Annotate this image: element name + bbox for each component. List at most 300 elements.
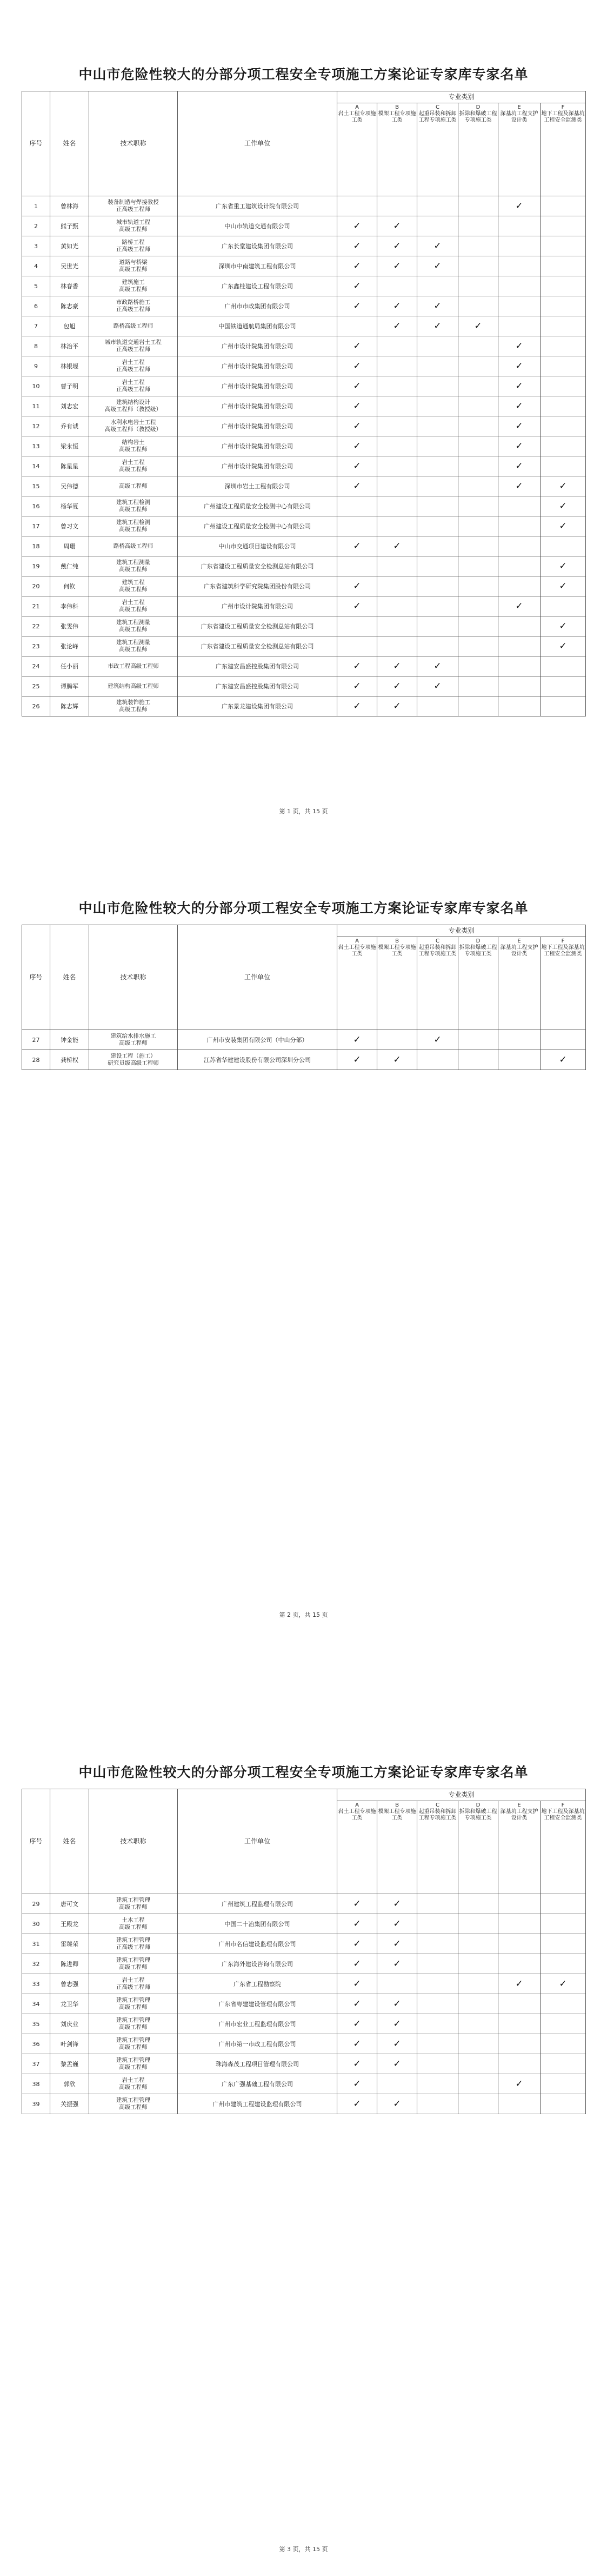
table-row — [22, 1934, 586, 1954]
check-mark-icon: ✓ — [515, 420, 523, 431]
check-mark-icon: ✓ — [353, 2018, 361, 2029]
document-title: 中山市危险性较大的分部分项工程安全专项施工方案论证专家库专家名单 — [78, 900, 529, 916]
category-cell-a — [337, 616, 377, 636]
title-line: 岩土工程 — [122, 2077, 145, 2083]
category-cell-b — [377, 1934, 417, 1954]
table-row — [22, 1974, 586, 1994]
category-cell-e — [498, 236, 541, 256]
category-cell-b — [377, 1974, 417, 1994]
category-header-b — [377, 1801, 417, 1894]
expert-name: 吴伟德 — [50, 476, 89, 496]
org-header: 工作单位 — [178, 91, 337, 196]
row-number: 5 — [22, 276, 50, 296]
header-row — [22, 925, 586, 937]
expert-name: 吴世光 — [50, 256, 89, 276]
work-unit: 广州建设工程质量安全检测中心有限公司 — [178, 516, 337, 536]
title-line: 高级工程师 — [119, 526, 148, 533]
expert-title — [89, 636, 178, 656]
category-cell-e — [498, 536, 541, 556]
category-header-a — [337, 937, 377, 1030]
expert-title — [89, 456, 178, 476]
category-cell-a — [337, 2094, 377, 2114]
document-title: 中山市危险性较大的分部分项工程安全专项施工方案论证专家库专家名单 — [78, 1764, 529, 1780]
work-unit: 广州市设计院集团有限公司 — [178, 456, 337, 476]
category-header-e — [498, 103, 541, 196]
work-unit: 中国二十冶集团有限公司 — [178, 1914, 337, 1934]
work-unit: 广州市名信建设监理有限公司 — [178, 1934, 337, 1954]
category-header-c — [417, 103, 458, 196]
table-row — [22, 2094, 586, 2114]
title-header: 技术职称 — [89, 91, 178, 196]
title-line: 高级工程师 — [119, 482, 148, 489]
category-cell-b — [377, 276, 417, 296]
expert-title — [89, 516, 178, 536]
page-footer: 第 2 页，共 15 页 — [279, 1611, 328, 1618]
category-cell-e — [498, 1914, 541, 1934]
category-cell-a — [337, 2034, 377, 2054]
category-header-d — [458, 1801, 498, 1894]
category-cell-a — [337, 216, 377, 236]
category-letter: C — [436, 938, 439, 944]
category-cell-f — [541, 656, 586, 676]
category-cell-b — [377, 316, 417, 336]
title-line: 建筑工程测量 — [116, 639, 150, 646]
expert-title — [89, 536, 178, 556]
check-mark-icon: ✓ — [353, 260, 361, 271]
expert-name: 黎孟巍 — [50, 2054, 89, 2074]
category-cell-b — [377, 576, 417, 596]
check-mark-icon: ✓ — [393, 1938, 401, 1949]
category-letter: F — [561, 938, 565, 944]
document-title: 中山市危险性较大的分部分项工程安全专项施工方案论证专家库专家名单 — [78, 67, 529, 82]
category-cell-d — [458, 456, 498, 476]
category-header-b — [377, 103, 417, 196]
row-number: 38 — [22, 2074, 50, 2094]
category-cell-a — [337, 1974, 377, 1994]
category-cell-b — [377, 496, 417, 516]
category-header-b — [377, 937, 417, 1030]
category-cell-c — [417, 456, 458, 476]
category-cell-c — [417, 2014, 458, 2034]
category-cell-e — [498, 1994, 541, 2014]
table-row — [22, 596, 586, 616]
category-cell-f — [541, 516, 586, 536]
title-line: 高级工程师 — [119, 646, 148, 653]
category-text: 地下工程及深基坑工程安全监测类 — [541, 111, 585, 123]
check-mark-icon: ✓ — [353, 700, 361, 712]
check-mark-icon: ✓ — [393, 2098, 401, 2109]
check-mark-icon: ✓ — [353, 460, 361, 472]
category-cell-e — [498, 1934, 541, 1954]
check-mark-icon: ✓ — [393, 1918, 401, 1929]
category-cell-a — [337, 1050, 377, 1070]
work-unit: 中山市轨道交通有限公司 — [178, 216, 337, 236]
title-line: 正高级工程师 — [116, 1944, 150, 1950]
work-unit: 广州市安装集团有限公司（中山分部） — [178, 1030, 337, 1050]
expert-title — [89, 556, 178, 576]
org-header: 工作单位 — [178, 1789, 337, 1894]
check-mark-icon: ✓ — [515, 380, 523, 391]
expert-title — [89, 296, 178, 316]
category-cell-d — [458, 336, 498, 356]
check-mark-icon: ✓ — [353, 1034, 361, 1045]
category-cell-e — [498, 1030, 541, 1050]
row-number: 6 — [22, 296, 50, 316]
category-cell-f — [541, 1894, 586, 1914]
row-number: 23 — [22, 636, 50, 656]
category-cell-c — [417, 376, 458, 396]
category-cell-e — [498, 336, 541, 356]
category-cell-a — [337, 536, 377, 556]
title-line: 高级工程师（教授级） — [105, 426, 162, 433]
table-row — [22, 216, 586, 236]
category-cell-f — [541, 376, 586, 396]
category-cell-d — [458, 596, 498, 616]
category-cell-b — [377, 596, 417, 616]
category-cell-b — [377, 356, 417, 376]
row-number: 10 — [22, 376, 50, 396]
category-cell-c — [417, 2034, 458, 2054]
expert-name: 刘志宏 — [50, 396, 89, 416]
check-mark-icon: ✓ — [393, 2038, 401, 2049]
check-mark-icon: ✓ — [393, 240, 401, 251]
title-line: 建筑工程管理 — [116, 1937, 150, 1943]
category-cell-c — [417, 1050, 458, 1070]
check-mark-icon: ✓ — [559, 1978, 567, 1989]
category-cell-b — [377, 2074, 417, 2094]
category-cell-d — [458, 296, 498, 316]
table-row — [22, 2054, 586, 2074]
title-line: 土木工程 — [122, 1917, 145, 1923]
check-mark-icon: ✓ — [515, 200, 523, 211]
expert-name: 陈志辉 — [50, 696, 89, 716]
category-cell-c — [417, 556, 458, 576]
category-cell-f — [541, 1934, 586, 1954]
check-mark-icon: ✓ — [433, 660, 442, 672]
category-cell-c — [417, 196, 458, 216]
row-number: 33 — [22, 1974, 50, 1994]
category-cell-f — [541, 676, 586, 696]
table-row — [22, 1994, 586, 2014]
table-row — [22, 336, 586, 356]
table-row — [22, 616, 586, 636]
category-cell-b — [377, 296, 417, 316]
row-number: 34 — [22, 1994, 50, 2014]
expert-name: 陈进卿 — [50, 1954, 89, 1974]
category-letter: B — [395, 1802, 399, 1808]
row-number: 11 — [22, 396, 50, 416]
category-cell-c — [417, 236, 458, 256]
category-cell-e — [498, 276, 541, 296]
title-line: 正高级工程师 — [116, 346, 150, 353]
category-cell-c — [417, 356, 458, 376]
title-line: 高级工程师 — [119, 1924, 148, 1930]
category-cell-e — [498, 656, 541, 676]
check-mark-icon: ✓ — [393, 300, 401, 311]
check-mark-icon: ✓ — [353, 680, 361, 692]
category-cell-c — [417, 636, 458, 656]
category-cell-e — [498, 436, 541, 456]
category-cell-d — [458, 436, 498, 456]
expert-name: 龙卫华 — [50, 1994, 89, 2014]
check-mark-icon: ✓ — [353, 540, 361, 552]
row-number: 26 — [22, 696, 50, 716]
check-mark-icon: ✓ — [353, 1958, 361, 1969]
check-mark-icon: ✓ — [353, 2098, 361, 2109]
category-header-f — [541, 103, 586, 196]
seq-header: 序号 — [22, 1789, 50, 1894]
check-mark-icon: ✓ — [515, 2078, 523, 2089]
category-letter: A — [355, 104, 359, 110]
table-row — [22, 396, 586, 416]
category-text: 地下工程及深基坑工程安全监测类 — [541, 1809, 585, 1821]
table-row — [22, 676, 586, 696]
check-mark-icon: ✓ — [393, 1958, 401, 1969]
category-cell-d — [458, 1974, 498, 1994]
category-cell-e — [498, 1050, 541, 1070]
category-cell-f — [541, 216, 586, 236]
title-line: 建筑结构高级工程师 — [108, 682, 159, 689]
check-mark-icon: ✓ — [433, 240, 442, 251]
category-cell-c — [417, 516, 458, 536]
title-line: 高级工程师 — [119, 2024, 148, 2030]
expert-title — [89, 1030, 178, 1050]
category-header-a — [337, 1801, 377, 1894]
category-cell-c — [417, 1030, 458, 1050]
check-mark-icon: ✓ — [474, 320, 482, 331]
category-cell-c — [417, 1894, 458, 1914]
work-unit: 广东鑫桂建设工程有限公司 — [178, 276, 337, 296]
category-cell-e — [498, 376, 541, 396]
check-mark-icon: ✓ — [515, 460, 523, 472]
category-cell-d — [458, 2014, 498, 2034]
table-row — [22, 276, 586, 296]
category-cell-e — [498, 296, 541, 316]
category-text: 岩土工程专项施工类 — [338, 1809, 376, 1821]
category-text: 岩土工程专项施工类 — [338, 945, 376, 957]
title-line: 建筑施工 — [122, 279, 145, 286]
category-cell-c — [417, 2054, 458, 2074]
category-cell-f — [541, 696, 586, 716]
name-header: 姓名 — [50, 925, 89, 1030]
expert-name: 杨华夏 — [50, 496, 89, 516]
expert-name: 曾习文 — [50, 516, 89, 536]
category-cell-b — [377, 1994, 417, 2014]
category-cell-b — [377, 236, 417, 256]
expert-name: 张论峰 — [50, 636, 89, 656]
table-row — [22, 636, 586, 656]
title-line: 建筑工程检测 — [116, 519, 150, 526]
check-mark-icon: ✓ — [353, 2078, 361, 2089]
category-cell-b — [377, 656, 417, 676]
category-cell-e — [498, 456, 541, 476]
category-cell-f — [541, 1954, 586, 1974]
title-line: 建筑给水排水施工 — [110, 1033, 156, 1039]
check-mark-icon: ✓ — [393, 2018, 401, 2029]
check-mark-icon: ✓ — [353, 220, 361, 231]
work-unit: 广州市设计院集团有限公司 — [178, 376, 337, 396]
title-line: 结构岩土 — [122, 439, 145, 446]
category-cell-a — [337, 436, 377, 456]
category-cell-d — [458, 1030, 498, 1050]
seq-header: 序号 — [22, 925, 50, 1030]
title-line: 高级工程师 — [119, 2044, 148, 2050]
category-letter: D — [476, 104, 481, 110]
category-cell-c — [417, 256, 458, 276]
expert-name: 钟金能 — [50, 1030, 89, 1050]
check-mark-icon: ✓ — [433, 1034, 442, 1045]
category-cell-a — [337, 676, 377, 696]
category-cell-e — [498, 316, 541, 336]
row-number: 13 — [22, 436, 50, 456]
category-cell-d — [458, 316, 498, 336]
category-cell-f — [541, 416, 586, 436]
table-row — [22, 496, 586, 516]
row-number: 36 — [22, 2034, 50, 2054]
row-number: 20 — [22, 576, 50, 596]
expert-title — [89, 2054, 178, 2074]
check-mark-icon: ✓ — [393, 700, 401, 712]
check-mark-icon: ✓ — [433, 320, 442, 331]
category-cell-c — [417, 216, 458, 236]
category-cell-a — [337, 1994, 377, 2014]
category-cell-b — [377, 1030, 417, 1050]
category-cell-f — [541, 536, 586, 556]
check-mark-icon: ✓ — [353, 580, 361, 592]
category-cell-f — [541, 616, 586, 636]
expert-name: 陈志豪 — [50, 296, 89, 316]
category-cell-f — [541, 2074, 586, 2094]
category-cell-e — [498, 356, 541, 376]
category-cell-b — [377, 616, 417, 636]
category-cell-f — [541, 556, 586, 576]
category-cell-a — [337, 476, 377, 496]
category-cell-e — [498, 416, 541, 436]
title-line: 高级工程师 — [119, 506, 148, 513]
category-cell-d — [458, 356, 498, 376]
expert-name: 龚桥权 — [50, 1050, 89, 1070]
expert-name: 包旭 — [50, 316, 89, 336]
category-letter: E — [517, 938, 521, 944]
row-number: 25 — [22, 676, 50, 696]
table-row — [22, 1954, 586, 1974]
check-mark-icon: ✓ — [433, 260, 442, 271]
category-cell-a — [337, 416, 377, 436]
expert-title — [89, 496, 178, 516]
category-cell-b — [377, 1954, 417, 1974]
page-footer: 第 3 页，共 15 页 — [279, 2546, 328, 2553]
row-number: 24 — [22, 656, 50, 676]
title-line: 高级工程师 — [119, 2004, 148, 2010]
expert-title — [89, 216, 178, 236]
category-cell-c — [417, 316, 458, 336]
row-number: 19 — [22, 556, 50, 576]
expert-name: 曾林海 — [50, 196, 89, 216]
row-number: 12 — [22, 416, 50, 436]
row-number: 35 — [22, 2014, 50, 2034]
category-cell-a — [337, 1030, 377, 1050]
check-mark-icon: ✓ — [353, 480, 361, 492]
work-unit: 广州市设计院集团有限公司 — [178, 436, 337, 456]
title-line: 高级工程师 — [119, 706, 148, 713]
work-unit: 中国铁道通航局集团有限公司 — [178, 316, 337, 336]
title-line: 建筑工程管理 — [116, 1957, 150, 1963]
category-cell-d — [458, 636, 498, 656]
category-text: 拆除和爆破工程专项施工类 — [459, 1809, 497, 1821]
work-unit: 广东省粤建建设管理有限公司 — [178, 1994, 337, 2014]
category-cell-e — [498, 696, 541, 716]
row-number: 17 — [22, 516, 50, 536]
category-cell-b — [377, 2034, 417, 2054]
org-header: 工作单位 — [178, 925, 337, 1030]
title-line: 建设工程（施工） — [110, 1053, 156, 1059]
category-cell-d — [458, 256, 498, 276]
category-cell-d — [458, 396, 498, 416]
row-number: 14 — [22, 456, 50, 476]
category-letter: F — [561, 104, 565, 110]
expert-name: 何钦 — [50, 576, 89, 596]
category-cell-e — [498, 1894, 541, 1914]
category-cell-a — [337, 336, 377, 356]
category-cell-f — [541, 336, 586, 356]
work-unit: 广州市设计院集团有限公司 — [178, 336, 337, 356]
category-cell-d — [458, 2074, 498, 2094]
table-row — [22, 516, 586, 536]
category-letter: D — [476, 938, 481, 944]
title-line: 建筑工程测量 — [116, 619, 150, 626]
category-cell-f — [541, 476, 586, 496]
check-mark-icon: ✓ — [353, 380, 361, 391]
category-cell-e — [498, 2014, 541, 2034]
title-line: 城市轨道交通岩土工程 — [105, 339, 162, 346]
name-header: 姓名 — [50, 1789, 89, 1894]
title-line: 高级工程师 — [119, 2084, 148, 2090]
category-cell-b — [377, 216, 417, 236]
category-cell-d — [458, 216, 498, 236]
category-header-f — [541, 937, 586, 1030]
table-row — [22, 416, 586, 436]
title-line: 高级工程师 — [119, 446, 148, 453]
category-cell-d — [458, 696, 498, 716]
title-line: 高级工程师 — [119, 1904, 148, 1910]
work-unit: 广东省建设工程质量安全检测总站有限公司 — [178, 636, 337, 656]
category-cell-d — [458, 2054, 498, 2074]
title-line: 正高级工程师 — [116, 1984, 150, 1990]
row-number: 1 — [22, 196, 50, 216]
category-cell-e — [498, 2034, 541, 2054]
check-mark-icon: ✓ — [559, 500, 567, 512]
check-mark-icon: ✓ — [353, 2058, 361, 2069]
check-mark-icon: ✓ — [353, 1898, 361, 1909]
category-cell-d — [458, 556, 498, 576]
category-cell-d — [458, 416, 498, 436]
category-text: 岩土工程专项施工类 — [338, 111, 376, 123]
work-unit: 广州建设工程质量安全检测中心有限公司 — [178, 496, 337, 516]
category-cell-b — [377, 456, 417, 476]
category-cell-e — [498, 216, 541, 236]
work-unit: 江苏省华建建设股份有限公司深圳分公司 — [178, 1050, 337, 1070]
category-cell-d — [458, 1914, 498, 1934]
check-mark-icon: ✓ — [515, 600, 523, 612]
table-row — [22, 236, 586, 256]
table-row — [22, 2014, 586, 2034]
row-number: 31 — [22, 1934, 50, 1954]
category-cell-e — [498, 616, 541, 636]
expert-name: 林银堰 — [50, 356, 89, 376]
category-cell-f — [541, 576, 586, 596]
category-cell-a — [337, 356, 377, 376]
category-cell-b — [377, 436, 417, 456]
